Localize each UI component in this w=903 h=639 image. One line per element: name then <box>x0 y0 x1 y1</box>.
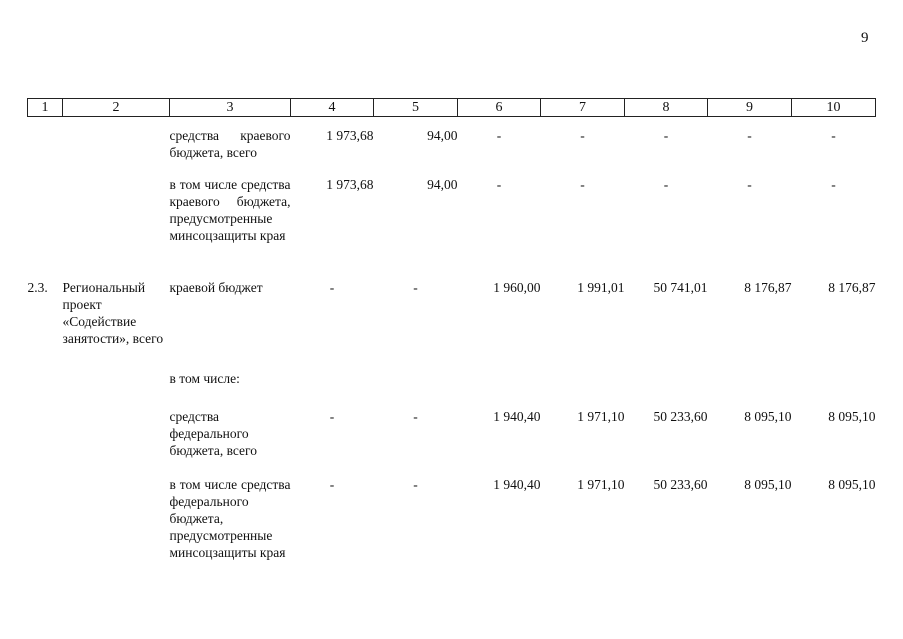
row-title <box>63 476 170 561</box>
funding-source: средства федерального бюджета, всего <box>169 409 257 458</box>
cell-col-10 <box>792 370 876 408</box>
header-col-4: 4 <box>291 99 374 117</box>
budget-table <box>27 98 876 561</box>
cell-col-7: 1 971,10 <box>577 477 625 492</box>
row-title <box>63 176 170 268</box>
cell-col-7: - <box>580 177 585 192</box>
funding-source: краевой бюджет <box>169 280 263 295</box>
row-number <box>28 408 63 476</box>
header-col-7: 7 <box>541 99 625 117</box>
cell-col-8: 50 741,01 <box>653 280 708 295</box>
row-title: Региональный проект «Содействие занятости», всего <box>62 280 164 346</box>
cell-col-4: - <box>329 280 335 295</box>
row-title <box>63 408 170 476</box>
cell-col-6: - <box>496 177 502 192</box>
table-row <box>28 408 876 476</box>
cell-col-7: 1 991,01 <box>577 280 625 295</box>
header-col-5: 5 <box>374 99 458 117</box>
cell-col-4: - <box>329 477 335 492</box>
cell-col-5: 94,00 <box>427 177 458 192</box>
funding-source: в том числе средства краевого бюджета, предусмотренные минсоцзащиты края <box>169 177 291 243</box>
cell-col-8 <box>625 370 708 408</box>
cell-col-5: - <box>413 280 418 295</box>
table-row <box>28 127 876 165</box>
cell-col-6: 1 960,00 <box>493 280 541 295</box>
header-col-8: 8 <box>625 99 708 117</box>
cell-col-4: 1 973,68 <box>326 128 374 143</box>
funding-source: в том числе: <box>169 371 240 386</box>
spacer-row <box>28 268 876 279</box>
cell-col-9: 8 176,87 <box>744 280 792 295</box>
row-number <box>28 370 63 408</box>
page-number: 9 <box>861 30 869 46</box>
cell-col-5: - <box>413 409 418 424</box>
table-row <box>28 176 876 268</box>
cell-col-5 <box>374 370 458 408</box>
cell-col-5: - <box>413 477 418 492</box>
header-col-2: 2 <box>63 99 170 117</box>
row-number <box>28 176 63 268</box>
cell-col-9 <box>708 370 792 408</box>
cell-col-9: - <box>747 177 752 192</box>
cell-col-8: 50 233,60 <box>653 477 708 492</box>
table-row <box>28 370 876 408</box>
cell-col-4: 1 973,68 <box>326 177 374 192</box>
cell-col-7: - <box>580 128 585 143</box>
header-col-1: 1 <box>28 99 63 117</box>
cell-col-10: - <box>831 177 836 192</box>
header-col-9: 9 <box>708 99 792 117</box>
cell-col-7 <box>541 370 625 408</box>
header-col-3: 3 <box>170 99 291 117</box>
row-title <box>63 370 170 408</box>
row-number <box>28 127 63 165</box>
spacer-row <box>28 165 876 176</box>
funding-source: в том числе средства федерального бюджета, предусмотренные минсоцзащиты края <box>169 477 291 560</box>
cell-col-6: - <box>496 128 502 143</box>
header-col-6: 6 <box>458 99 541 117</box>
header-row <box>28 99 876 117</box>
cell-col-9: 8 095,10 <box>744 409 792 424</box>
cell-col-10: 8 176,87 <box>828 280 876 295</box>
cell-col-6: 1 940,40 <box>493 409 541 424</box>
row-number: 2.3. <box>27 280 48 295</box>
cell-col-6 <box>458 370 541 408</box>
header-col-10: 10 <box>792 99 876 117</box>
row-number <box>28 476 63 561</box>
table-row <box>28 279 876 370</box>
cell-col-9: - <box>747 128 752 143</box>
cell-col-4: - <box>329 409 335 424</box>
cell-col-10: 8 095,10 <box>828 409 876 424</box>
cell-col-7: 1 971,10 <box>577 409 625 424</box>
cell-col-6: 1 940,40 <box>493 477 541 492</box>
cell-col-10: 8 095,10 <box>828 477 876 492</box>
cell-col-9: 8 095,10 <box>744 477 792 492</box>
cell-col-10: - <box>831 128 836 143</box>
cell-col-8: - <box>663 128 669 143</box>
cell-col-8: - <box>663 177 669 192</box>
table-row <box>28 476 876 561</box>
cell-col-4 <box>291 370 374 408</box>
funding-source: средства краевого бюджета, всего <box>169 128 291 160</box>
cell-col-5: 94,00 <box>427 128 458 143</box>
row-title <box>63 127 170 165</box>
table-row <box>28 117 876 128</box>
cell-col-8: 50 233,60 <box>653 409 708 424</box>
